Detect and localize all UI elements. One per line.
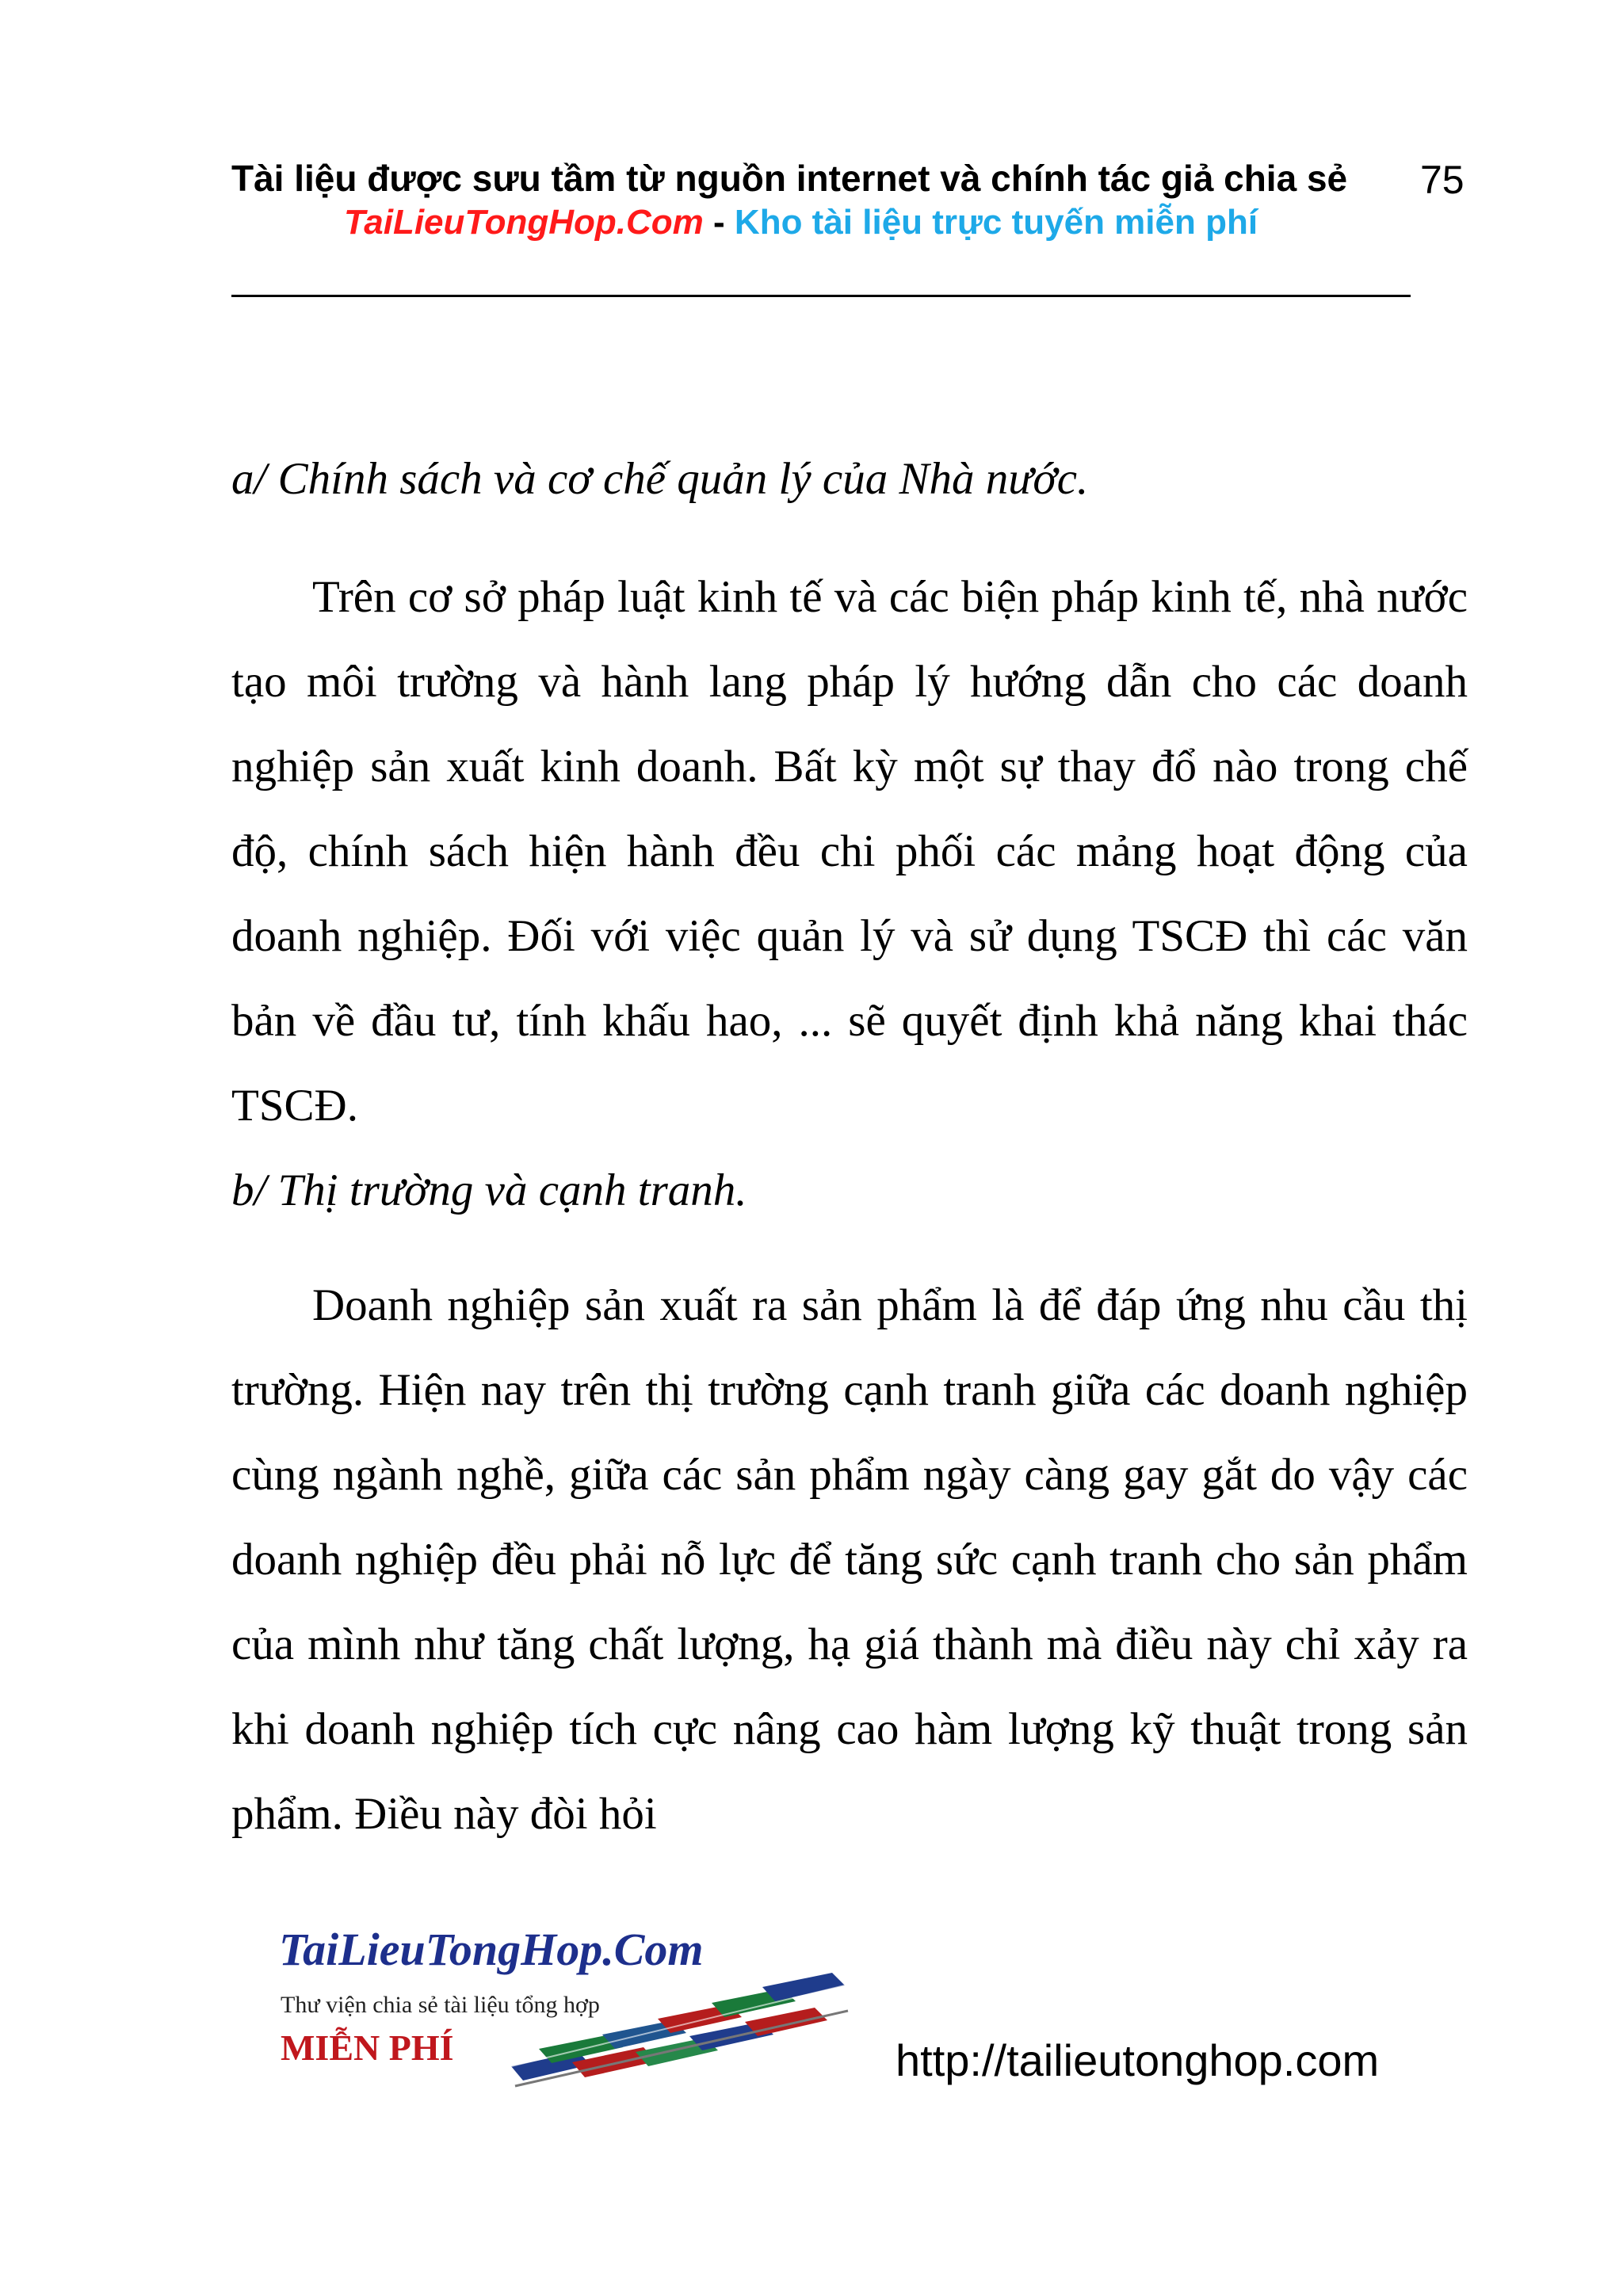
logo-subtitle: Thư viện chia sẻ tài liệu tổng hợp xyxy=(281,1992,600,2018)
books-icon xyxy=(511,1973,848,2086)
footer-logo[interactable] xyxy=(277,1908,880,2098)
header-site-line xyxy=(344,203,1258,242)
paragraph-b-block xyxy=(231,1263,1468,1856)
section-heading-a: a/ Chính sách và cơ chế quản lý của Nhà nước. xyxy=(231,454,1089,504)
header-separator: - xyxy=(713,203,725,242)
logo-title: TaiLieuTongHop.Com xyxy=(279,1924,704,1975)
footer-url-link[interactable]: http://tailieutonghop.com xyxy=(896,2035,1380,2085)
section-heading-b: b/ Thị trường và cạnh tranh. xyxy=(231,1165,747,1215)
paragraph-a: Trên cơ sở pháp luật kinh tế và các biện pháp kinh tế, nhà nước tạo môi trường và hành lang pháp lý hướng dẫn cho các doanh nghiệp sản xuất kinh doanh. Bất kỳ một sự thay đổ nào trong chế độ, chính sách hiện hành đều chi phối các mảng hoạt động của doanh nghiệp. Đối với việc quản lý và sử dụng TSCĐ thì các văn bản về đầu tư, tính khấu hao, ... sẽ quyết định khả năng khai thác TSCĐ. xyxy=(231,572,1468,1131)
header-source-note: Tài liệu được sưu tầm từ nguồn internet và chính tác giả chia sẻ xyxy=(231,158,1348,199)
page-number: 75 xyxy=(1420,158,1465,202)
header-tagline: Kho tài liệu trực tuyến miễn phí xyxy=(734,203,1258,242)
logo-free-label: MIỄN PHÍ xyxy=(281,2027,454,2068)
paragraph-b: Doanh nghiệp sản xuất ra sản phẩm là để đáp ứng nhu cầu thị trường. Hiện nay trên thị trường cạnh tranh giữa các doanh nghiệp cùng ngành nghề, giữa các sản phẩm ngày càng gay gắt do vậy các doanh nghiệp đều phải nỗ lực để tăng sức cạnh tranh cho sản phẩm của mình như tăng chất lượng, hạ giá thành mà điều này chỉ xảy ra khi doanh nghiệp tích cực nâng cao hàm lượng kỹ thuật trong sản phẩm. Điều này đòi hỏi xyxy=(231,1280,1468,1839)
header-site-name[interactable]: TaiLieuTongHop.Com xyxy=(344,203,704,242)
paragraph-a-block xyxy=(231,555,1468,1148)
header-divider xyxy=(231,295,1411,297)
